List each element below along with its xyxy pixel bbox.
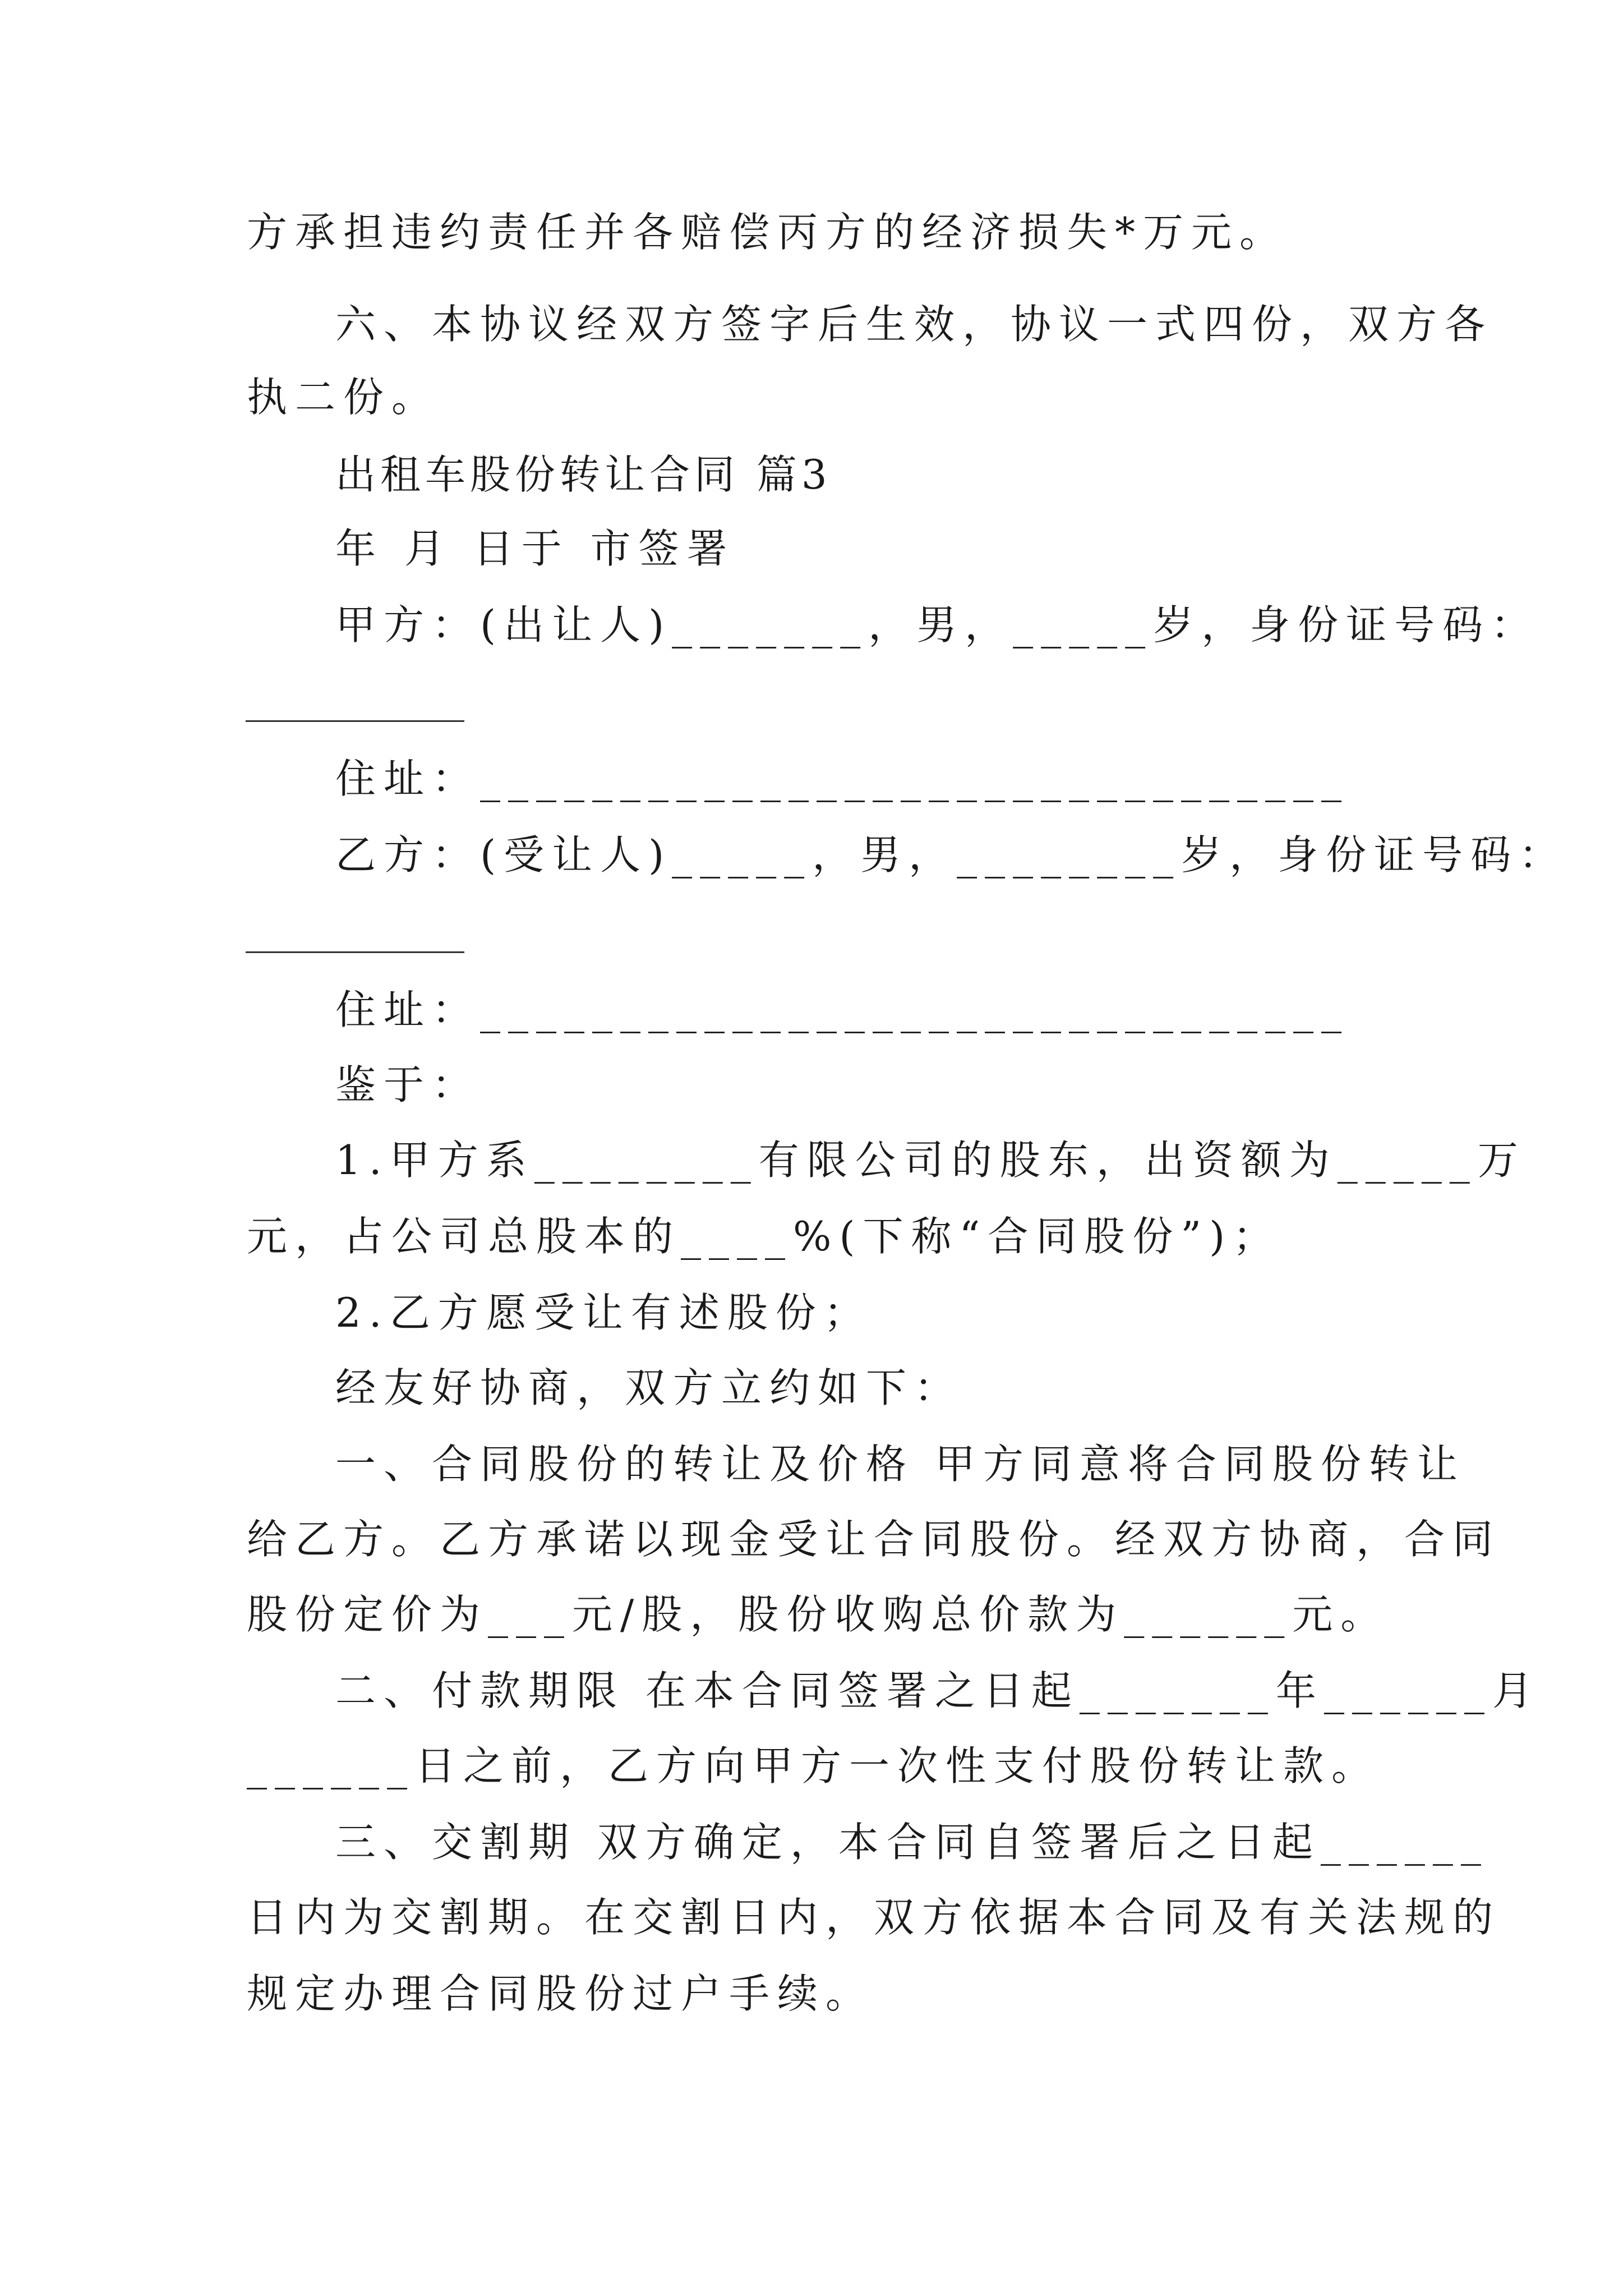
section-heading: 出租车股份转让合同 篇3 (335, 451, 832, 498)
text-line: 元，占公司总股本的____%(下称“合同股份”)； (247, 1213, 1281, 1260)
text-line: 六、本协议经双方签字后生效，协议一式四份，双方各 (335, 301, 1493, 348)
clause-two: 二、付款期限 在本合同签署之日起_______年______月 (335, 1667, 1541, 1714)
party-a-address: 住址：_______________________________ (335, 755, 1350, 802)
clause-three: 三、交割期 双方确定，本合同自签署后之日起______ (335, 1819, 1489, 1866)
text-line: 2.乙方愿受让有述股份； (335, 1289, 872, 1336)
text-line: 1.甲方系________有限公司的股东，出资额为_____万 (335, 1137, 1526, 1184)
text-line: 方承担违约责任并各赔偿丙方的经济损失*万元。 (247, 209, 1288, 256)
party-b-line: 乙方：(受让人)_____，男，________岁，身份证号码： (335, 831, 1567, 878)
text-line: 规定办理合同股份过户手续。 (247, 1970, 874, 2017)
text-line: 执二份。 (247, 374, 440, 421)
text-line: 股份定价为___元/股，股份收购总价款为______元。 (247, 1591, 1389, 1638)
party-b-address: 住址：_______________________________ (335, 986, 1350, 1033)
clause-one: 一、合同股份的转让及价格 甲方同意将合同股份转让 (335, 1441, 1465, 1488)
text-line: 给乙方。乙方承诺以现金受让合同股份。经双方协商，合同 (247, 1516, 1501, 1563)
whereas-heading: 鉴于： (335, 1061, 481, 1108)
signing-date-line: 年 月 日于 市签署 (335, 525, 735, 572)
party-a-line: 甲方：(出让人)_______，男，_____岁，身份证号码： (335, 601, 1539, 648)
text-line: ______日之前，乙方向甲方一次性支付股份转让款。 (247, 1742, 1380, 1789)
text-line: 日内为交割期。在交割日内，双方依据本合同及有关法规的 (247, 1894, 1501, 1941)
party-b-id-blank (246, 951, 464, 953)
party-a-id-blank (246, 720, 464, 722)
text-line: 经友好协商，双方立约如下： (335, 1364, 963, 1411)
